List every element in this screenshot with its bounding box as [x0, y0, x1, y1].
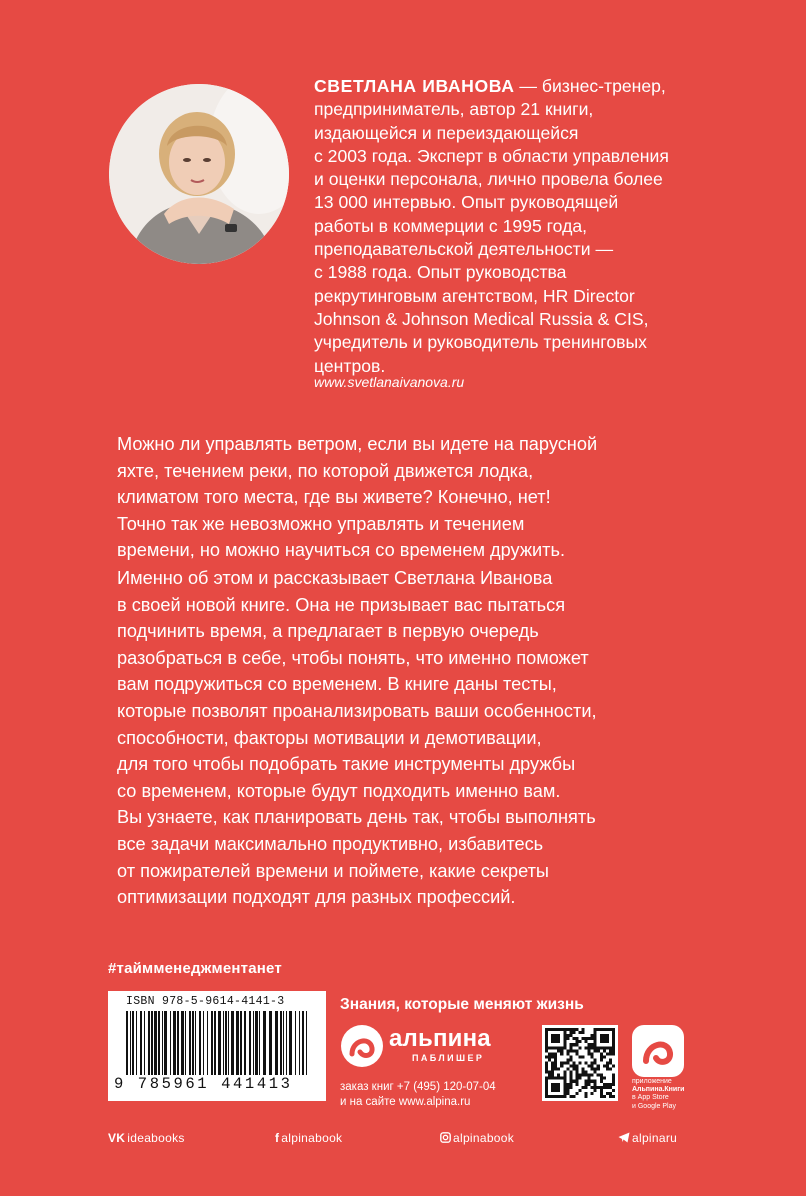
author-photo — [109, 84, 289, 264]
desc-line: климатом того места, где вы живете? Конечно, нет! — [117, 487, 551, 508]
alpina-logo-icon — [340, 1024, 384, 1068]
desc-line: Можно ли управлять ветром, если вы идете на парусной — [117, 434, 598, 454]
vk-handle: ideabooks — [127, 1131, 185, 1145]
app-text-line: и Google Play — [632, 1102, 676, 1110]
desc-line: яхте, течением реки, по которой движется лодка, — [117, 460, 534, 481]
instagram-icon — [440, 1132, 451, 1143]
desc-line: для того чтобы подобрать такие инструменты дружбы — [117, 754, 576, 775]
author-website[interactable]: www.svetlanaivanova.ru — [314, 374, 465, 390]
facebook-handle: alpinabook — [281, 1131, 343, 1145]
author-name: СВЕТЛАНА ИВАНОВА — [314, 76, 515, 96]
alpina-app-icon — [632, 1025, 684, 1077]
desc-line: Точно так же невозможно управлять и течением — [117, 513, 525, 534]
desc-line: со временем, которые будут подходить именно вам. — [117, 780, 561, 801]
cover-edge-right — [806, 0, 810, 1200]
order-phone: заказ книг +7 (495) 120-07-04 — [340, 1081, 496, 1093]
bio-line: учредитель и руководитель тренинговых — [314, 332, 647, 353]
desc-line: подчинить время, а предлагает в первую очередь — [117, 621, 539, 642]
bio-line: рекрутинговым агентством, HR Director — [314, 285, 635, 306]
telegram-icon — [618, 1132, 630, 1143]
bio-line: издающейся и переиздающейся — [314, 122, 579, 143]
barcode-graphic — [124, 1011, 314, 1075]
description-paragraph-2 — [117, 565, 737, 911]
instagram-handle: alpinabook — [453, 1131, 515, 1145]
isbn-barcode — [108, 991, 326, 1101]
desc-line: оптимизации подходят для разных профессий. — [117, 887, 516, 908]
bio-line: с 2003 года. Эксперт в области управления — [314, 145, 669, 166]
barcode-number: 9 785961 441413 — [114, 1075, 293, 1093]
vk-icon: VK — [108, 1131, 126, 1145]
desc-line: в своей новой книге. Она не призывает вас пытаться — [117, 594, 566, 615]
bio-line: преподавательской деятельности — — [314, 239, 614, 260]
desc-line: от пожирателей времени и поймете, какие секреты — [117, 860, 550, 881]
social-telegram[interactable] — [618, 1131, 677, 1145]
order-website[interactable]: и на сайте www.alpina.ru — [340, 1096, 471, 1108]
desc-line: времени, но можно научиться со временем дружить. — [117, 540, 566, 561]
hashtag: #таймменеджментанет — [108, 960, 282, 977]
description-paragraph-1 — [117, 431, 737, 564]
bio-line: и оценки персонала, лично провела более — [314, 169, 663, 190]
publisher-name: альпина — [389, 1025, 491, 1052]
bio-line: центров. — [314, 355, 386, 376]
author-bio — [314, 75, 734, 378]
qr-code[interactable] — [542, 1025, 618, 1101]
telegram-handle: alpinaru — [632, 1131, 678, 1145]
app-text-line: приложение — [632, 1078, 672, 1085]
app-icon — [632, 1025, 684, 1077]
desc-line: Именно об этом и рассказывает Светлана Иванова — [117, 568, 553, 588]
bio-line: работы в коммерции с 1995 года, — [314, 215, 588, 236]
desc-line: Вы узнаете, как планировать день так, чтобы выполнять — [117, 807, 596, 828]
desc-line: способности, факторы мотивации и демотивации, — [117, 727, 542, 748]
social-instagram[interactable] — [440, 1131, 514, 1145]
social-facebook[interactable] — [275, 1131, 342, 1145]
desc-line: разобраться в себе, чтобы понять, что именно поможет — [117, 647, 589, 668]
desc-line: все задачи максимально продуктивно, избавитесь — [117, 833, 544, 854]
desc-line: которые позволят проанализировать ваши особенности, — [117, 700, 597, 721]
publisher-subname: ПАБЛИШЕР — [412, 1053, 485, 1063]
app-text-line: в App Store — [632, 1094, 669, 1102]
social-vk[interactable] — [108, 1131, 185, 1145]
desc-line: вам подружиться со временем. В книге даны тесты, — [117, 674, 557, 695]
bio-line: 13 000 интервью. Опыт руководящей — [314, 192, 619, 213]
barcode-bars — [124, 1011, 314, 1075]
bio-line: Johnson & Johnson Medical Russia & CIS, — [314, 308, 649, 329]
bio-line: с 1988 года. Опыт руководства — [314, 262, 567, 283]
app-promo-text — [632, 1078, 712, 1111]
app-text-line: Альпина.Книги — [632, 1086, 685, 1094]
isbn-text: ISBN 978-5-9614-4141-3 — [126, 995, 285, 1008]
author-portrait-image — [109, 84, 289, 264]
cover-edge-bottom — [0, 1196, 810, 1200]
facebook-icon: f — [275, 1131, 280, 1145]
bio-line: предприниматель, автор 21 книги, — [314, 99, 594, 120]
publisher-slogan: Знания, которые меняют жизнь — [340, 996, 584, 1013]
bio-line: — бизнес-тренер, — [514, 76, 666, 96]
